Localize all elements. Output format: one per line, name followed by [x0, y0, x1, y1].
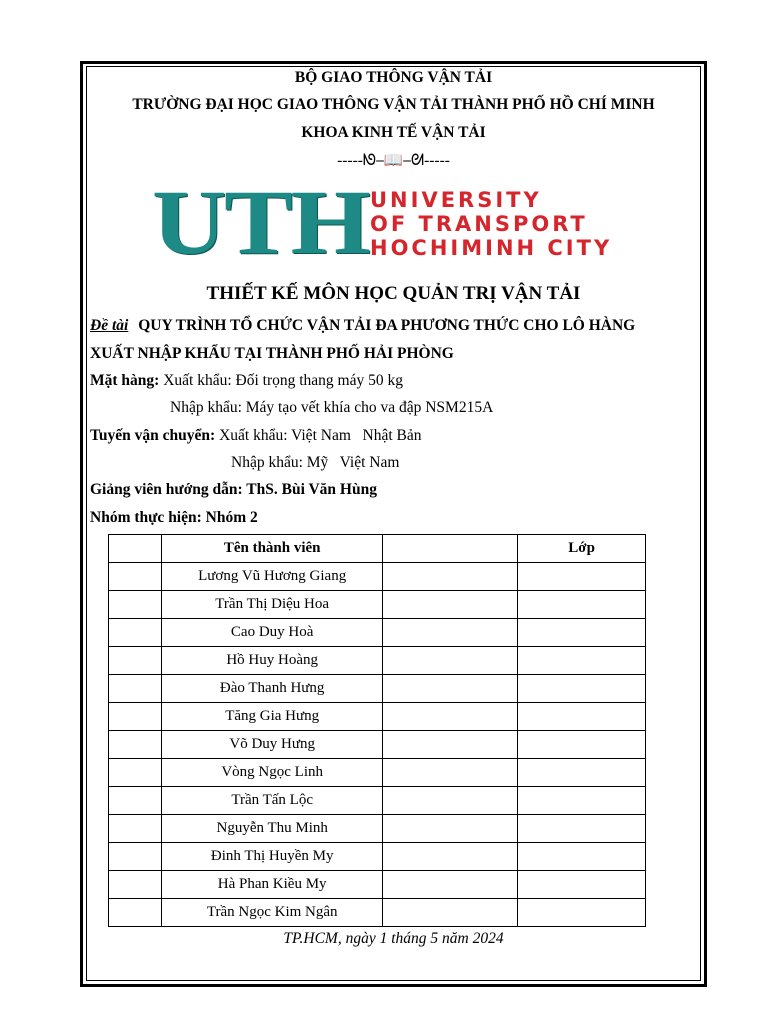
member-name-cell: Hà Phan Kiều My	[161, 871, 383, 899]
route-export: Xuất khẩu: Việt Nam Nhật Bản	[219, 427, 422, 444]
member-name-cell: Cao Duy Hoà	[161, 619, 383, 647]
table-row	[109, 843, 646, 871]
empty-cell	[383, 647, 518, 675]
empty-cell	[518, 647, 646, 675]
empty-cell	[383, 871, 518, 899]
empty-cell	[109, 759, 162, 787]
empty-cell	[383, 787, 518, 815]
topic-text-1: QUY TRÌNH TỔ CHỨC VẬN TẢI ĐA PHƯƠNG THỨC CHO LÔ HÀNG	[138, 317, 636, 334]
goods-export: Xuất khẩu: Đối trọng thang máy 50 kg	[163, 372, 403, 389]
route-import: Nhập khẩu: Mỹ Việt Nam	[231, 454, 400, 471]
document-title: THIẾT KẾ MÔN HỌC QUẢN TRỊ VẬN TẢI	[206, 283, 581, 304]
member-name-cell: Đào Thanh Hưng	[161, 675, 383, 703]
empty-cell	[109, 563, 162, 591]
topic-label: Đề tài	[90, 317, 129, 334]
empty-cell	[518, 563, 646, 591]
table-row	[109, 619, 646, 647]
empty-cell	[383, 731, 518, 759]
empty-cell	[383, 899, 518, 927]
empty-cell	[518, 759, 646, 787]
table-row	[109, 787, 646, 815]
empty-cell	[109, 815, 162, 843]
empty-cell	[109, 703, 162, 731]
table-row	[109, 731, 646, 759]
table-row	[109, 815, 646, 843]
logo-line-2: OF TRANSPORT	[370, 212, 588, 236]
members-table	[108, 534, 646, 927]
empty-cell	[518, 619, 646, 647]
header-cell	[109, 535, 162, 563]
empty-cell	[518, 591, 646, 619]
empty-cell	[109, 843, 162, 871]
member-name-cell: Vòng Ngọc Linh	[161, 759, 383, 787]
faculty-heading: KHOA KINH TẾ VẬN TẢI	[301, 124, 486, 141]
logo-line-3: HOCHIMINH CITY	[370, 236, 613, 260]
member-name-cell: Hồ Huy Hoàng	[161, 647, 383, 675]
empty-cell	[518, 871, 646, 899]
goods-label: Mặt hàng:	[90, 372, 160, 389]
header-cell: Lớp	[518, 535, 646, 563]
topic-line-1	[90, 317, 635, 335]
table-row	[109, 759, 646, 787]
table-row	[109, 647, 646, 675]
empty-cell	[383, 759, 518, 787]
goods-import: Nhập khẩu: Máy tạo vết khía cho va đập NSM215A	[170, 399, 494, 416]
empty-cell	[383, 591, 518, 619]
instructor-line: Giảng viên hướng dẫn: ThS. Bùi Văn Hùng	[90, 481, 377, 498]
member-name-cell: Lương Vũ Hương Giang	[161, 563, 383, 591]
group-line: Nhóm thực hiện: Nhóm 2	[90, 509, 258, 526]
empty-cell	[109, 675, 162, 703]
empty-cell	[109, 731, 162, 759]
logo-line-1: UNIVERSITY	[370, 188, 542, 212]
table-row	[109, 871, 646, 899]
university-heading: TRƯỜNG ĐẠI HỌC GIAO THÔNG VẬN TẢI THÀNH PHỐ HỒ CHÍ MINH	[132, 96, 655, 113]
table-header-row	[109, 535, 646, 563]
empty-cell	[518, 899, 646, 927]
route-line	[90, 427, 421, 445]
table-row	[109, 675, 646, 703]
empty-cell	[518, 675, 646, 703]
logo-mark: UTH	[152, 171, 369, 273]
goods-line	[90, 372, 403, 390]
empty-cell	[383, 843, 518, 871]
member-name-cell: Trần Tấn Lộc	[161, 787, 383, 815]
empty-cell	[518, 703, 646, 731]
empty-cell	[109, 871, 162, 899]
member-name-cell: Trần Ngọc Kim Ngân	[161, 899, 383, 927]
route-label: Tuyến vận chuyển:	[90, 427, 216, 444]
empty-cell	[383, 675, 518, 703]
empty-cell	[109, 619, 162, 647]
empty-cell	[518, 787, 646, 815]
date-footer: TP.HCM, ngày 1 tháng 5 năm 2024	[283, 930, 504, 947]
empty-cell	[383, 815, 518, 843]
empty-cell	[109, 899, 162, 927]
university-logo	[150, 171, 630, 273]
ornament-divider: -----ᘚ⎯📖⎯ᘛ-----	[337, 152, 450, 169]
member-name-cell: Võ Duy Hưng	[161, 731, 383, 759]
member-name-cell: Nguyễn Thu Minh	[161, 815, 383, 843]
member-name-cell: Trần Thị Diệu Hoa	[161, 591, 383, 619]
empty-cell	[518, 843, 646, 871]
member-name-cell: Tăng Gia Hưng	[161, 703, 383, 731]
member-name-cell: Đinh Thị Huyền My	[161, 843, 383, 871]
table-row	[109, 591, 646, 619]
table-row	[109, 899, 646, 927]
table-row	[109, 563, 646, 591]
empty-cell	[109, 647, 162, 675]
topic-text-2: XUẤT NHẬP KHẨU TẠI THÀNH PHỐ HẢI PHÒNG	[90, 345, 454, 362]
empty-cell	[518, 731, 646, 759]
empty-cell	[383, 619, 518, 647]
empty-cell	[109, 787, 162, 815]
empty-cell	[518, 815, 646, 843]
ministry-heading: BỘ GIAO THÔNG VẬN TẢI	[294, 69, 493, 86]
header-cell: Tên thành viên	[161, 535, 383, 563]
table-row	[109, 703, 646, 731]
empty-cell	[383, 563, 518, 591]
header-cell	[383, 535, 518, 563]
empty-cell	[109, 591, 162, 619]
empty-cell	[383, 703, 518, 731]
